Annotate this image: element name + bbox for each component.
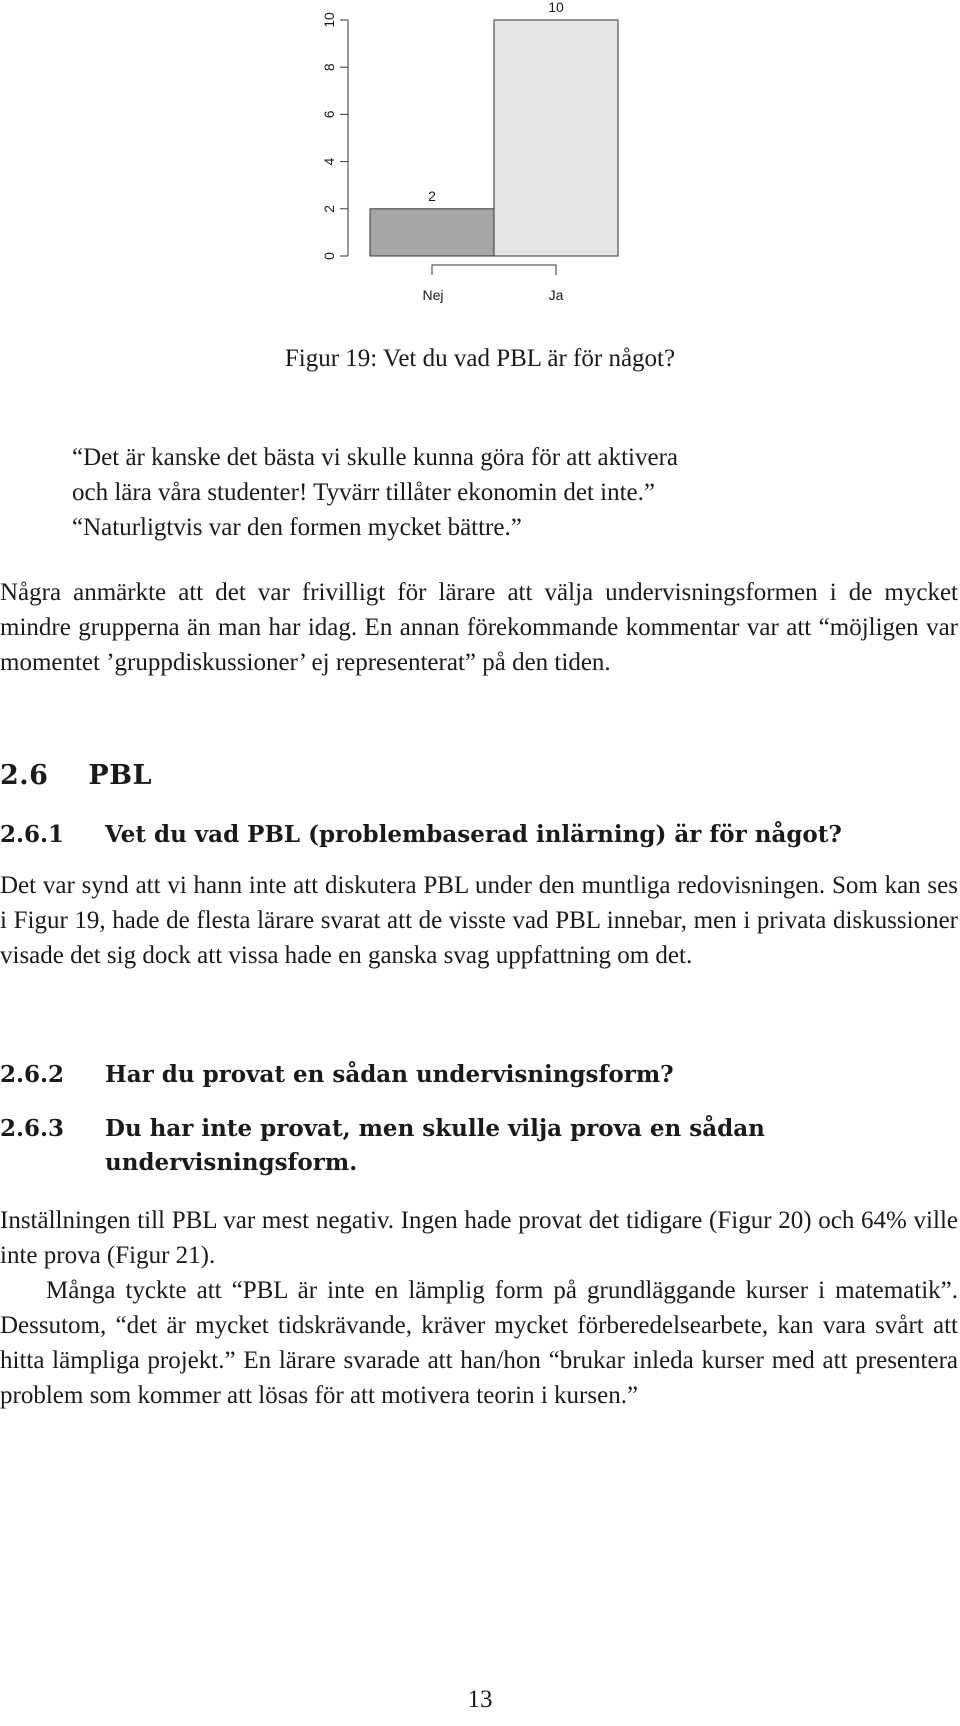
x-axis-line — [432, 265, 556, 275]
subsection-number: 2.6.3 — [0, 1115, 65, 1142]
subsection-title: Du har inte provat, men skulle vilja prova en sådan undervisningsform. — [105, 1115, 765, 1176]
paragraph — [0, 1203, 958, 1413]
page-number: 13 — [467, 1686, 493, 1713]
y-tick-label: 4 — [321, 157, 337, 166]
bar-chart — [0, 0, 960, 320]
subsection-number: 2.6.1 — [0, 821, 65, 848]
paragraph-text: Några anmärkte att det var frivilligt för lärare att välja undervisningsformen i de mycket mindre grupperna än man har idag. En annan förekommande kommentar var att “möjligen var momentet ’gruppdiskussioner’ ej representerat” på den tiden. — [0, 579, 958, 676]
data-label: 10 — [548, 0, 564, 15]
section-heading — [0, 760, 152, 791]
paragraph-text: Inställningen till PBL var mest negativ. Ingen hade provat det tidigare (Figur 20) och 64% ville inte prova (Figur 21). — [0, 1207, 958, 1269]
bars — [370, 0, 618, 256]
section-title: PBL — [88, 760, 152, 791]
quote-line: “Det är kanske det bästa vi skulle kunna göra för att aktivera — [72, 444, 679, 471]
y-axis — [321, 12, 348, 260]
paragraph — [0, 868, 958, 973]
x-axis — [422, 265, 563, 303]
subsection-title: Har du provat en sådan undervisningsform? — [105, 1061, 674, 1088]
subsection-number: 2.6.2 — [0, 1061, 65, 1088]
x-tick-label: Ja — [548, 287, 564, 303]
x-tick-label: Nej — [422, 287, 444, 303]
bar-nej — [370, 209, 494, 256]
y-tick-label: 6 — [321, 110, 337, 119]
figure-caption: Figur 19: Vet du vad PBL är för något? — [284, 345, 676, 372]
y-tick-label: 0 — [321, 252, 337, 260]
section-number: 2.6 — [0, 760, 49, 791]
quote-line: “Naturligtvis var den formen mycket bättre.” — [72, 514, 522, 541]
subsection-heading — [0, 1112, 958, 1180]
subsection-heading — [0, 1058, 958, 1092]
bar-ja — [494, 20, 618, 256]
data-label: 2 — [428, 187, 436, 204]
y-tick-label: 10 — [321, 12, 337, 28]
quote-block — [72, 440, 932, 545]
subsection-heading — [0, 818, 958, 852]
paragraph-text: Många tyckte att “PBL är inte en lämplig form på grundläggande kurser i matematik”. Dessutom, “det är mycket tidskrävande, kräver mycket förberedelsearbete, kan vara svårt att hitta lämpliga projekt.” En lärare svarade att han/hon “brukar inleda kurser med att presentera problem som kommer att lösas för att motivera teorin i kursen.” — [0, 1277, 958, 1409]
y-tick-label: 2 — [321, 204, 337, 213]
y-tick-label: 8 — [321, 63, 337, 72]
subsection-title: Vet du vad PBL (problembaserad inlärning) är för något? — [105, 821, 842, 848]
paragraph — [0, 575, 958, 680]
paragraph-text: Det var synd att vi hann inte att diskutera PBL under den muntliga redovisningen. Som kan ses i Figur 19, hade de flesta lärare svarat att de visste vad PBL innebar, men i privata diskussioner visade det sig dock att vissa hade en ganska svag uppfattning om det. — [0, 872, 958, 969]
quote-line: och lära våra studenter! Tyvärr tillåter ekonomin det inte.” — [72, 479, 655, 506]
